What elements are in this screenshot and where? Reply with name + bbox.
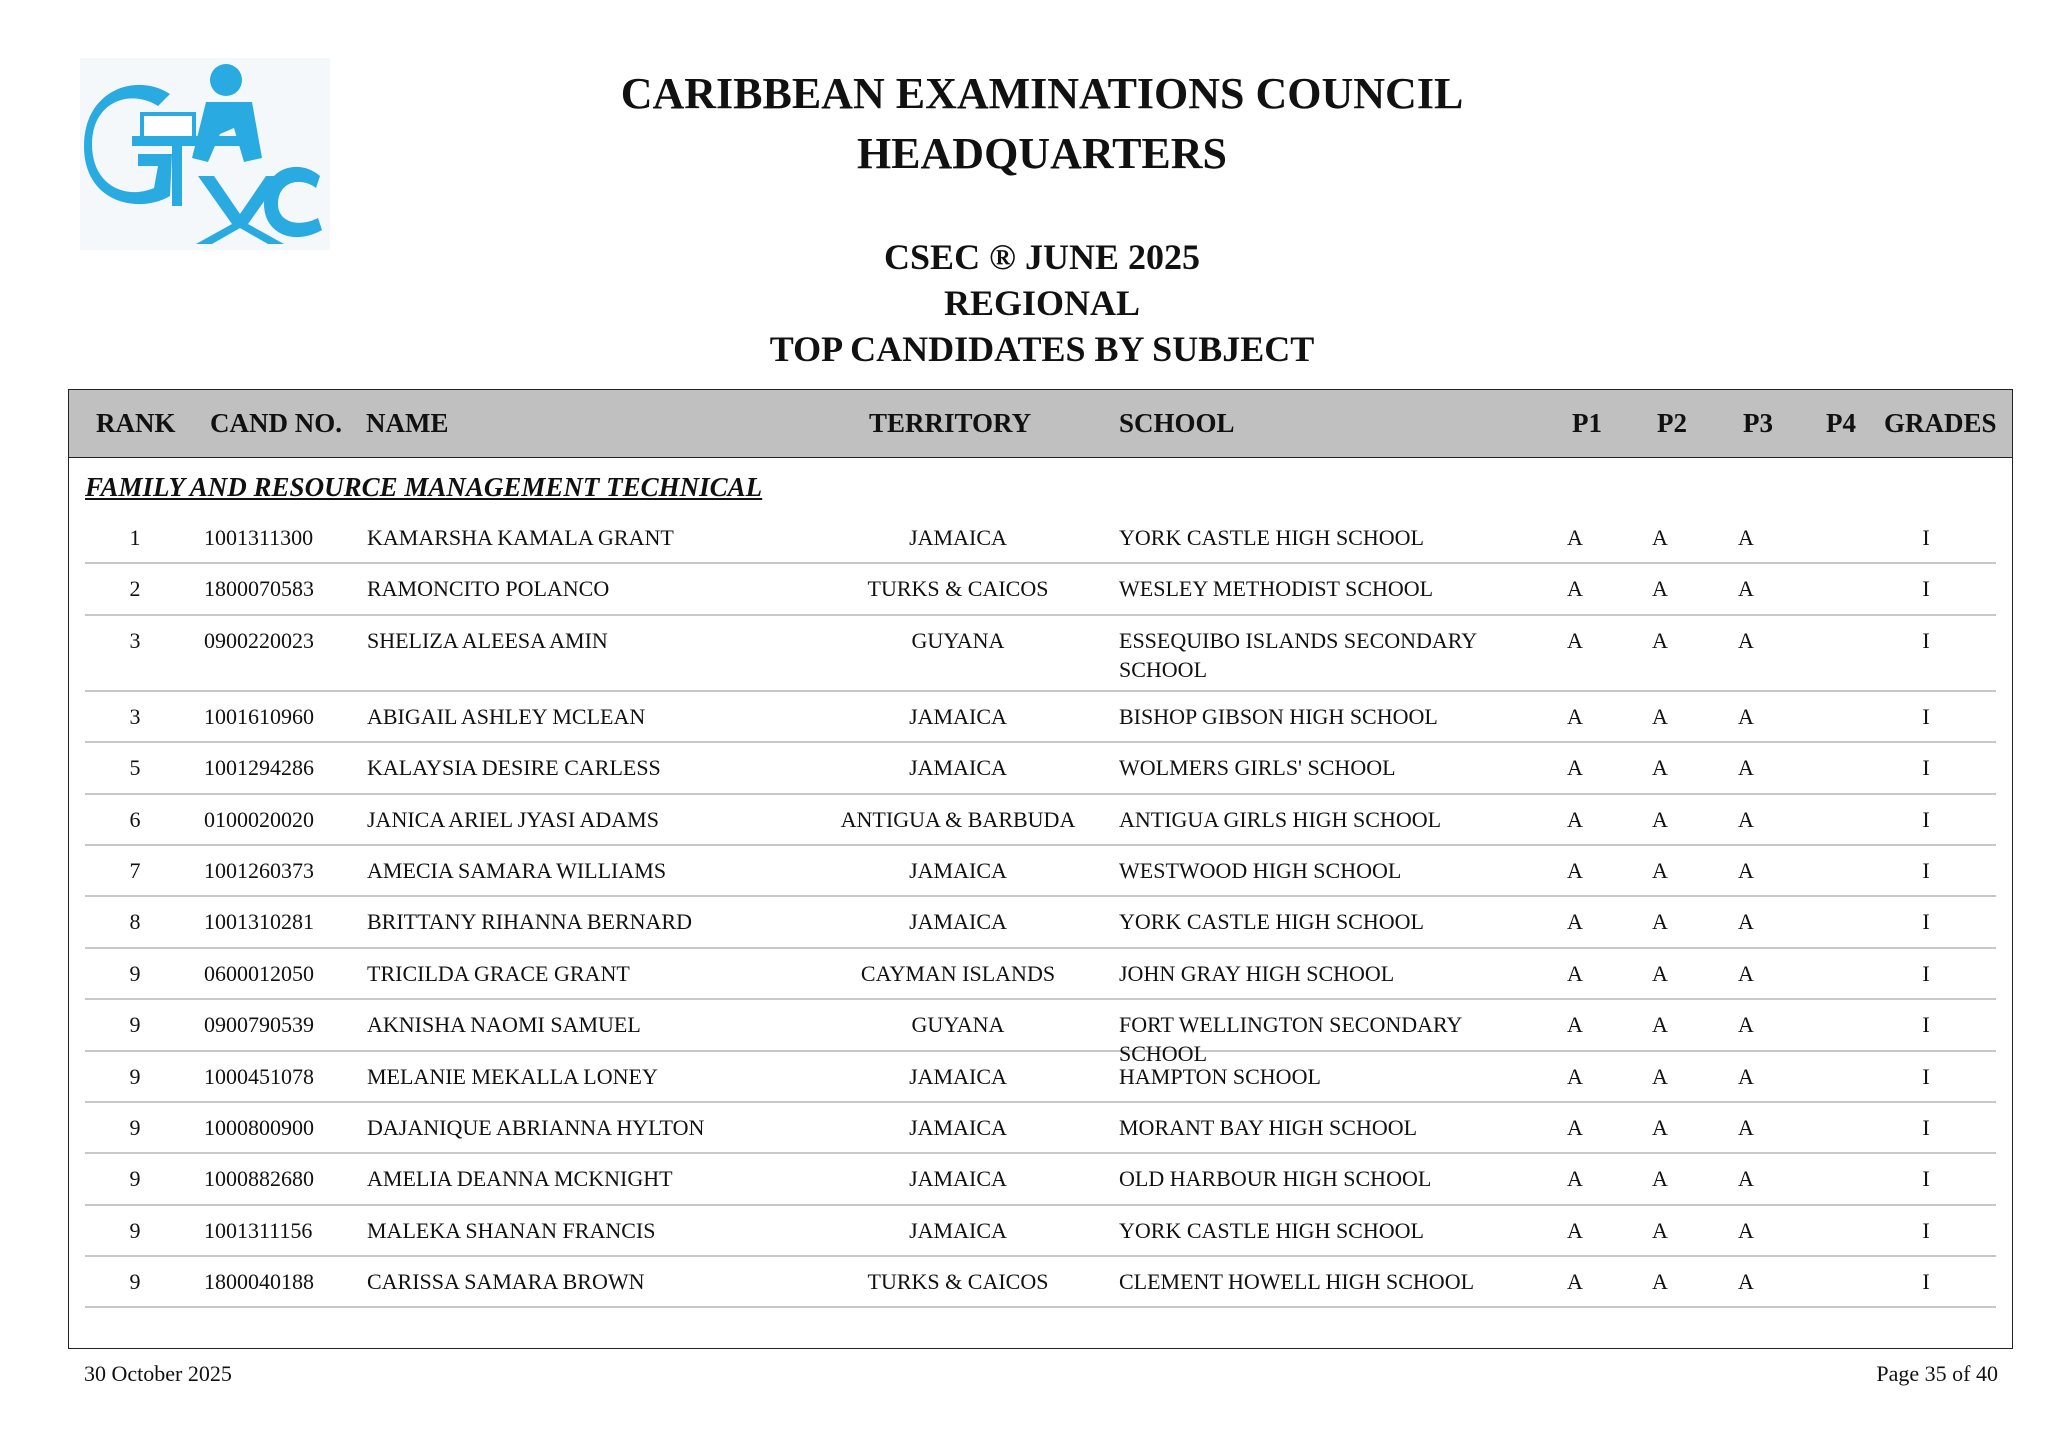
p2-cell: A — [1652, 1063, 1668, 1089]
org-subtitle: HEADQUARTERS — [856, 129, 1228, 178]
school-cell: YORK CASTLE HIGH SCHOOL — [1119, 909, 1424, 935]
rank-cell: 9 — [129, 1166, 141, 1192]
school-cell: YORK CASTLE HIGH SCHOOL — [1119, 525, 1424, 550]
p1-cell: A — [1567, 576, 1583, 602]
territory-cell: TURKS & CAICOS — [867, 1269, 1049, 1295]
table-body — [69, 513, 2012, 1308]
p3-cell: A — [1738, 1269, 1754, 1295]
rank-cell: 2 — [129, 576, 141, 602]
territory-cell: JAMAICA — [909, 909, 1007, 935]
territory-cell: JAMAICA — [909, 755, 1007, 781]
report-title — [0, 234, 2048, 372]
grade-cell: I — [1922, 1012, 1930, 1038]
table-row — [85, 897, 1996, 948]
p1-cell: A — [1567, 1114, 1583, 1140]
school-cell: WOLMERS GIRLS' SCHOOL — [1119, 755, 1396, 781]
table-row — [85, 1052, 1996, 1103]
p1-cell: A — [1567, 703, 1583, 729]
p1-cell: A — [1567, 1269, 1583, 1295]
col-p2: P2 — [1657, 408, 1687, 438]
p3-cell: A — [1738, 755, 1754, 781]
page-number: Page 35 of 40 — [1876, 1361, 1998, 1386]
table-row — [85, 949, 1996, 1000]
p2-cell: A — [1652, 1217, 1668, 1243]
rank-cell: 9 — [129, 1063, 141, 1089]
col-p1: P1 — [1572, 408, 1602, 438]
p2-cell: A — [1652, 1166, 1668, 1192]
cand-no-cell: 1000800900 — [204, 1114, 314, 1140]
territory-cell: GUYANA — [911, 627, 1005, 653]
col-name: NAME — [366, 408, 449, 438]
rank-cell: 8 — [129, 909, 141, 935]
rank-cell: 1 — [129, 525, 141, 550]
rank-cell: 3 — [129, 703, 141, 729]
rank-cell: 9 — [129, 1217, 141, 1243]
name-cell: RAMONCITO POLANCO — [367, 576, 610, 602]
territory-cell: TURKS & CAICOS — [867, 576, 1049, 602]
name-cell: AMECIA SAMARA WILLIAMS — [367, 857, 667, 883]
p3-cell: A — [1738, 1217, 1754, 1243]
p3-cell: A — [1738, 1166, 1754, 1192]
name-cell: CARISSA SAMARA BROWN — [367, 1269, 645, 1295]
table-row — [85, 1000, 1996, 1067]
rank-cell: 9 — [129, 1114, 141, 1140]
rank-cell: 9 — [129, 1012, 141, 1038]
rank-cell: 3 — [129, 627, 141, 653]
territory-cell: JAMAICA — [909, 525, 1007, 550]
table-row — [85, 795, 1996, 846]
p1-cell: A — [1567, 627, 1583, 653]
school-cell: JOHN GRAY HIGH SCHOOL — [1119, 960, 1395, 986]
p2-cell: A — [1652, 755, 1668, 781]
p3-cell: A — [1738, 703, 1754, 729]
p1-cell: A — [1567, 806, 1583, 832]
name-cell: TRICILDA GRACE GRANT — [367, 960, 630, 986]
grade-cell: I — [1922, 1063, 1930, 1089]
col-school: SCHOOL — [1119, 408, 1235, 438]
p2-cell: A — [1652, 857, 1668, 883]
col-grades: GRADES — [1884, 408, 1997, 438]
cand-no-cell: 1001310281 — [204, 909, 314, 935]
rank-cell: 6 — [129, 806, 141, 832]
table-row — [85, 1103, 1996, 1154]
table-row — [85, 743, 1996, 794]
p3-cell: A — [1738, 627, 1754, 653]
school-cell: ANTIGUA GIRLS HIGH SCHOOL — [1119, 806, 1442, 832]
p2-cell: A — [1652, 703, 1668, 729]
report-date: 30 October 2025 — [84, 1361, 232, 1386]
cand-no-cell: 0900790539 — [204, 1012, 314, 1038]
grade-cell: I — [1922, 1217, 1930, 1243]
grade-cell: I — [1922, 806, 1930, 832]
name-cell: DAJANIQUE ABRIANNA HYLTON — [367, 1114, 705, 1140]
subject-heading: FAMILY AND RESOURCE MANAGEMENT TECHNICAL — [85, 472, 763, 502]
grade-cell: I — [1922, 1114, 1930, 1140]
p1-cell: A — [1567, 1166, 1583, 1192]
cand-no-cell: 0600012050 — [204, 960, 314, 986]
rank-cell: 9 — [129, 1269, 141, 1295]
p3-cell: A — [1738, 806, 1754, 832]
p1-cell: A — [1567, 525, 1583, 550]
table-row — [85, 1206, 1996, 1257]
col-p4: P4 — [1826, 408, 1856, 438]
name-cell: BRITTANY RIHANNA BERNARD — [367, 909, 692, 935]
p1-cell: A — [1567, 857, 1583, 883]
org-title — [0, 64, 2048, 184]
rank-cell: 9 — [129, 960, 141, 986]
p1-cell: A — [1567, 755, 1583, 781]
grade-cell: I — [1922, 576, 1930, 602]
cand-no-cell: 1800040188 — [204, 1269, 314, 1295]
table-row — [85, 564, 1996, 615]
p3-cell: A — [1738, 857, 1754, 883]
p2-cell: A — [1652, 909, 1668, 935]
school-cell: OLD HARBOUR HIGH SCHOOL — [1119, 1166, 1432, 1192]
cand-no-cell: 1001311156 — [204, 1217, 313, 1243]
col-rank: RANK — [96, 408, 176, 438]
school-cell: WESLEY METHODIST SCHOOL — [1119, 576, 1434, 602]
name-cell: MELANIE MEKALLA LONEY — [367, 1063, 658, 1089]
grade-cell: I — [1922, 960, 1930, 986]
cand-no-cell: 1800070583 — [204, 576, 314, 602]
grade-cell: I — [1922, 909, 1930, 935]
territory-cell: JAMAICA — [909, 1114, 1007, 1140]
p1-cell: A — [1567, 1063, 1583, 1089]
territory-cell: GUYANA — [911, 1012, 1005, 1038]
grade-cell: I — [1922, 1269, 1930, 1295]
school-cell: FORT WELLINGTON SECONDARY SCHOOL — [1119, 1012, 1462, 1067]
school-cell: WESTWOOD HIGH SCHOOL — [1119, 857, 1402, 883]
p2-cell: A — [1652, 806, 1668, 832]
p2-cell: A — [1652, 1012, 1668, 1038]
cand-no-cell: 1001260373 — [204, 857, 314, 883]
table-row — [85, 846, 1996, 897]
results-table — [68, 389, 2013, 1349]
p1-cell: A — [1567, 960, 1583, 986]
cand-no-cell: 1000882680 — [204, 1166, 314, 1192]
cand-no-cell: 1001311300 — [204, 525, 314, 550]
territory-cell: JAMAICA — [909, 857, 1007, 883]
p1-cell: A — [1567, 1217, 1583, 1243]
p2-cell: A — [1652, 960, 1668, 986]
school-cell: BISHOP GIBSON HIGH SCHOOL — [1119, 703, 1438, 729]
territory-cell: JAMAICA — [909, 1217, 1007, 1243]
table-header — [69, 390, 2012, 458]
territory-cell: JAMAICA — [909, 1166, 1007, 1192]
table-row — [85, 1257, 1996, 1308]
territory-cell: JAMAICA — [909, 703, 1007, 729]
name-cell: MALEKA SHANAN FRANCIS — [367, 1217, 656, 1243]
p3-cell: A — [1738, 1012, 1754, 1038]
territory-cell: ANTIGUA & BARBUDA — [840, 806, 1076, 832]
cand-no-cell: 1001610960 — [204, 703, 314, 729]
p3-cell: A — [1738, 576, 1754, 602]
report-scope: REGIONAL — [943, 283, 1141, 323]
p2-cell: A — [1652, 1269, 1668, 1295]
exam-session: CSEC ® JUNE 2025 — [884, 237, 1200, 277]
org-name: CARIBBEAN EXAMINATIONS COUNCIL — [620, 69, 1464, 118]
cand-no-cell: 1000451078 — [204, 1063, 314, 1089]
col-p3: P3 — [1743, 408, 1773, 438]
col-territory: TERRITORY — [869, 408, 1032, 438]
col-cand-no: CAND NO. — [210, 408, 342, 438]
grade-cell: I — [1922, 755, 1930, 781]
p1-cell: A — [1567, 1012, 1583, 1038]
grade-cell: I — [1922, 703, 1930, 729]
p3-cell: A — [1738, 960, 1754, 986]
rank-cell: 7 — [129, 857, 141, 883]
grade-cell: I — [1922, 525, 1930, 550]
school-cell: MORANT BAY HIGH SCHOOL — [1119, 1114, 1418, 1140]
p2-cell: A — [1652, 627, 1668, 653]
name-cell: JANICA ARIEL JYASI ADAMS — [367, 806, 659, 832]
grade-cell: I — [1922, 857, 1930, 883]
p2-cell: A — [1652, 576, 1668, 602]
name-cell: KALAYSIA DESIRE CARLESS — [367, 755, 661, 781]
p2-cell: A — [1652, 1114, 1668, 1140]
grade-cell: I — [1922, 1166, 1930, 1192]
p3-cell: A — [1738, 1063, 1754, 1089]
report-name: TOP CANDIDATES BY SUBJECT — [769, 329, 1315, 369]
grade-cell: I — [1922, 627, 1930, 653]
school-cell: ESSEQUIBO ISLANDS SECONDARY SCHOOL — [1119, 627, 1477, 682]
cand-no-cell: 0900220023 — [204, 627, 314, 653]
cand-no-cell: 0100020020 — [204, 806, 314, 832]
table-row — [85, 616, 1996, 692]
table-row — [85, 692, 1996, 743]
name-cell: ABIGAIL ASHLEY MCLEAN — [367, 703, 646, 729]
name-cell: AKNISHA NAOMI SAMUEL — [367, 1012, 641, 1038]
p1-cell: A — [1567, 909, 1583, 935]
p2-cell: A — [1652, 525, 1668, 550]
territory-cell: CAYMAN ISLANDS — [860, 960, 1056, 986]
name-cell: SHELIZA ALEESA AMIN — [367, 627, 608, 653]
cand-no-cell: 1001294286 — [204, 755, 314, 781]
name-cell: AMELIA DEANNA MCKNIGHT — [367, 1166, 673, 1192]
p3-cell: A — [1738, 1114, 1754, 1140]
school-cell: YORK CASTLE HIGH SCHOOL — [1119, 1217, 1424, 1243]
p3-cell: A — [1738, 909, 1754, 935]
p3-cell: A — [1738, 525, 1754, 550]
rank-cell: 5 — [129, 755, 141, 781]
territory-cell: JAMAICA — [909, 1063, 1007, 1089]
school-cell: HAMPTON SCHOOL — [1119, 1063, 1321, 1089]
school-cell: CLEMENT HOWELL HIGH SCHOOL — [1119, 1269, 1475, 1295]
table-row — [85, 513, 1996, 564]
table-row — [85, 1154, 1996, 1205]
name-cell: KAMARSHA KAMALA GRANT — [367, 525, 674, 550]
